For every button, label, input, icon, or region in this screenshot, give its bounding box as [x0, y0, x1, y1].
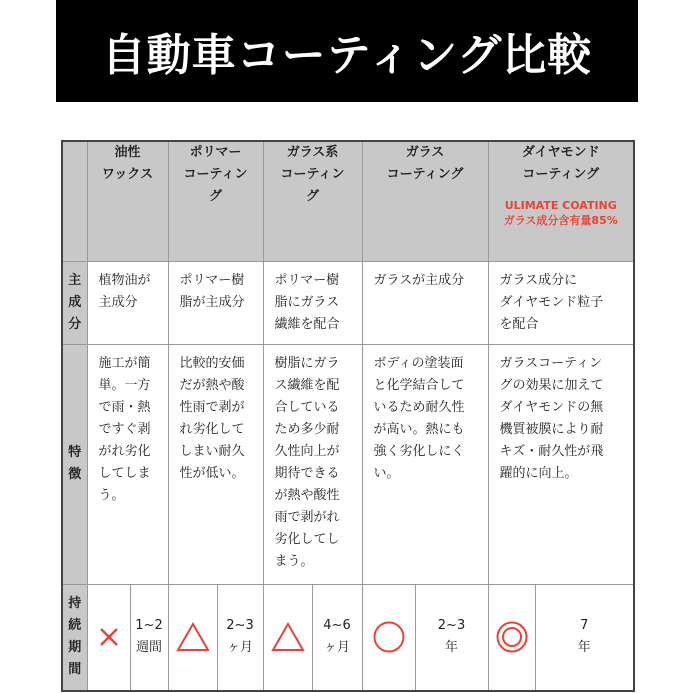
duration-row	[62, 584, 634, 691]
duration-cell	[263, 584, 362, 691]
feature-row	[62, 344, 634, 584]
duration-value: 2~3 ヶ月	[226, 618, 254, 655]
table-cell: ボディの塗装面 と化学結合して いるため耐久性 が高い。熱にも 強く劣化しにく い。	[362, 344, 488, 584]
title-banner	[56, 0, 638, 102]
table-cell: ポリマー樹 脂にガラス 繊維を配合	[263, 261, 362, 344]
table-cell: ガラスコーティン グの効果に加えて ダイヤモンドの無 機質被膜により耐 キズ・耐久性が飛 躍的に向上。	[488, 344, 634, 584]
duration-value: 2~3 年	[437, 618, 466, 655]
comparison-table	[61, 140, 635, 692]
col-header-diamond: ダイヤモンド コーティング ULIMATE COATING ガラス成分含有量85%	[488, 141, 634, 261]
table-cell: ポリマー樹 脂が主成分	[168, 261, 263, 344]
cross-mark-icon	[88, 585, 131, 690]
col-header-oil-wax: 油性 ワックス	[87, 141, 168, 261]
glass-content-label: ガラス成分含有量85%	[503, 214, 618, 227]
table-cell: ガラス成分に ダイヤモンド粒子 を配合	[488, 261, 634, 344]
duration-cell	[168, 584, 263, 691]
header-row	[62, 141, 634, 261]
col-header-glass: ガラス コーティング	[362, 141, 488, 261]
row-label-main-ingredient: 主 成 分	[62, 261, 87, 344]
ultimate-coating-label: ULIMATE COATING	[504, 199, 617, 212]
corner-cell	[62, 141, 87, 261]
duration-value: 7 年	[577, 618, 591, 655]
triangle-mark-icon	[264, 585, 313, 690]
diamond-subtitle	[489, 198, 634, 228]
duration-cell	[488, 584, 634, 691]
table-cell: 植物油が 主成分	[87, 261, 168, 344]
duration-value: 1~2 週間	[135, 618, 163, 655]
circle-mark-icon	[363, 585, 416, 690]
duration-cell	[87, 584, 168, 691]
duration-cell	[362, 584, 488, 691]
triangle-mark-icon	[169, 585, 218, 690]
col-header-polymer: ポリマー コーティン グ	[168, 141, 263, 261]
page-title: 自動車コーティング比較	[101, 30, 593, 81]
table-cell: ガラスが主成分	[362, 261, 488, 344]
row-label-feature: 特 徴	[62, 344, 87, 584]
table-cell: 比較的安価 だが熱や酸 性雨で剥が れ劣化して しまい耐久 性が低い。	[168, 344, 263, 584]
table-cell: 施工が簡 単。一方 で雨・熱 ですぐ剥 がれ劣化 してしま う。	[87, 344, 168, 584]
table-cell: 樹脂にガラ ス繊維を配 合している ため多少耐 久性向上が 期待できる が熱や酸性 雨で剥がれ 劣化してし まう。	[263, 344, 362, 584]
double-circle-mark-icon	[489, 585, 536, 690]
duration-value: 4~6 ヶ月	[323, 618, 351, 655]
row-label-duration: 持 続 期 間	[62, 584, 87, 691]
main-ingredient-row	[62, 261, 634, 344]
col-header-glass-based: ガラス系 コーティン グ	[263, 141, 362, 261]
